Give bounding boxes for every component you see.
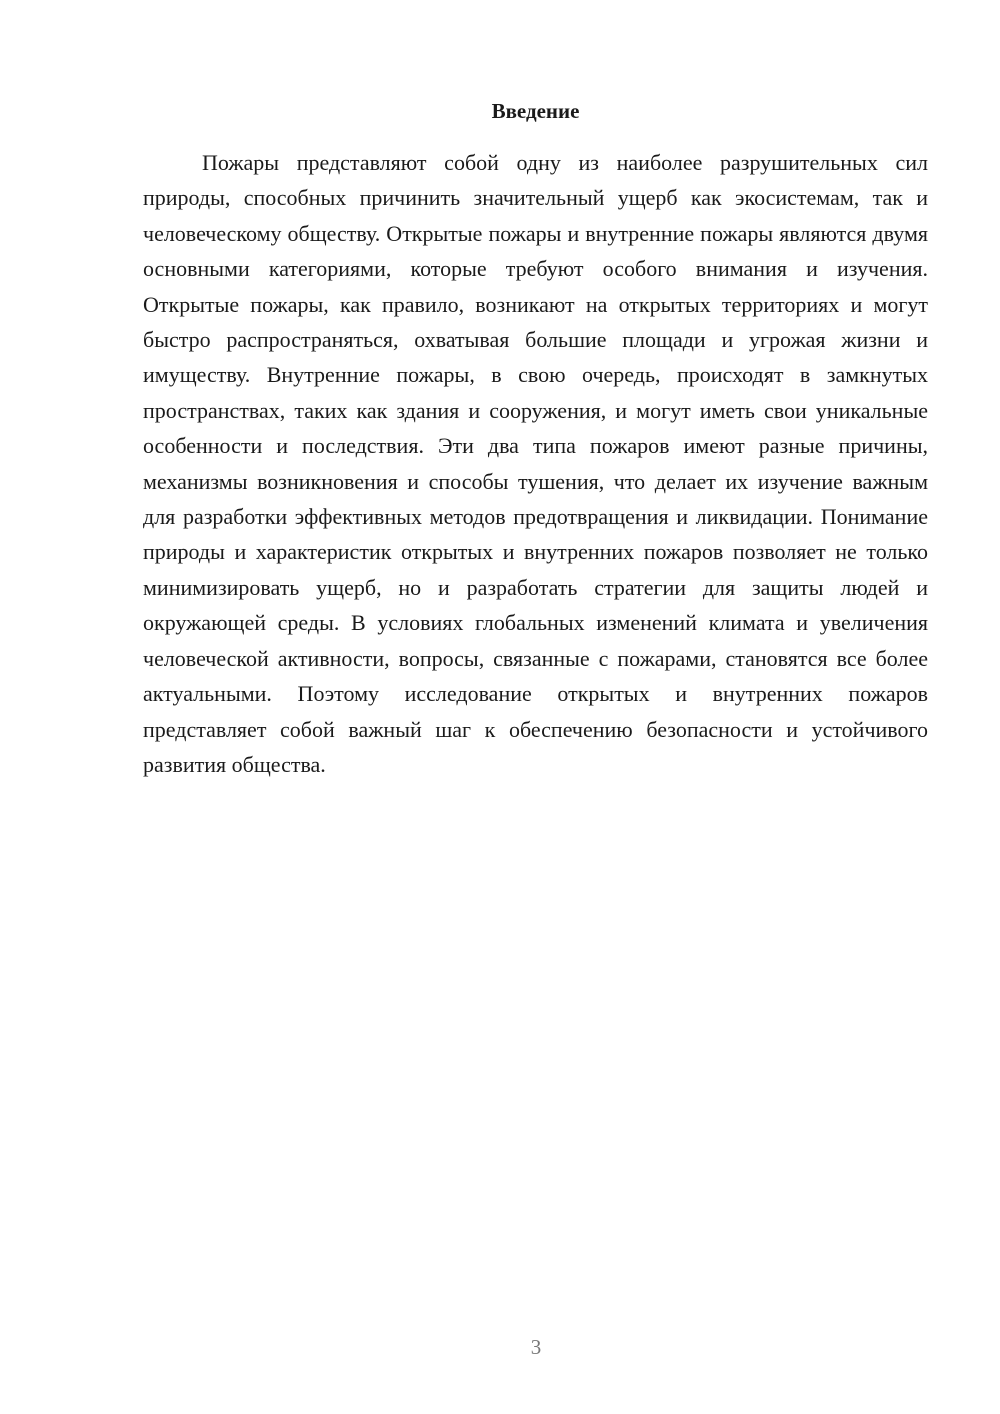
body-paragraph: Пожары представляют собой одну из наиболее разрушительных сил природы, способных причинить значительный ущерб как экосистемам, так и человеческому обществу. Открытые пожары и внутренние пожары являются двумя основными категориями, которые требуют особого внимания и изучения. Открытые пожары, как правило, возникают на открытых территориях и могут быстро распространяться, охватывая большие площади и угрожая жизни и имуществу. Внутренние пожары, в свою очередь, происходят в замкнутых пространствах, таких как здания и сооружения, и могут иметь свои уникальные особенности и последствия. Эти два типа пожаров имеют разные причины, механизмы возникновения и способы тушения, что делает их изучение важным для разработки эффективных методов предотвращения и ликвидации. Понимание природы и характеристик открытых и внутренних пожаров позволяет не только минимизировать ущерб, но и разработать стратегии для защиты людей и окружающей среды. В условиях глобальных изменений климата и увеличения человеческой активности, вопросы, связанные с пожарами, становятся все более актуальными. Поэтому исследование открытых и внутренних пожаров представляет собой важный шаг к обеспечению безопасности и устойчивого развития общества. (143, 150, 928, 777)
page-number: 3 (530, 1335, 542, 1359)
section-heading: Введение (491, 99, 580, 123)
